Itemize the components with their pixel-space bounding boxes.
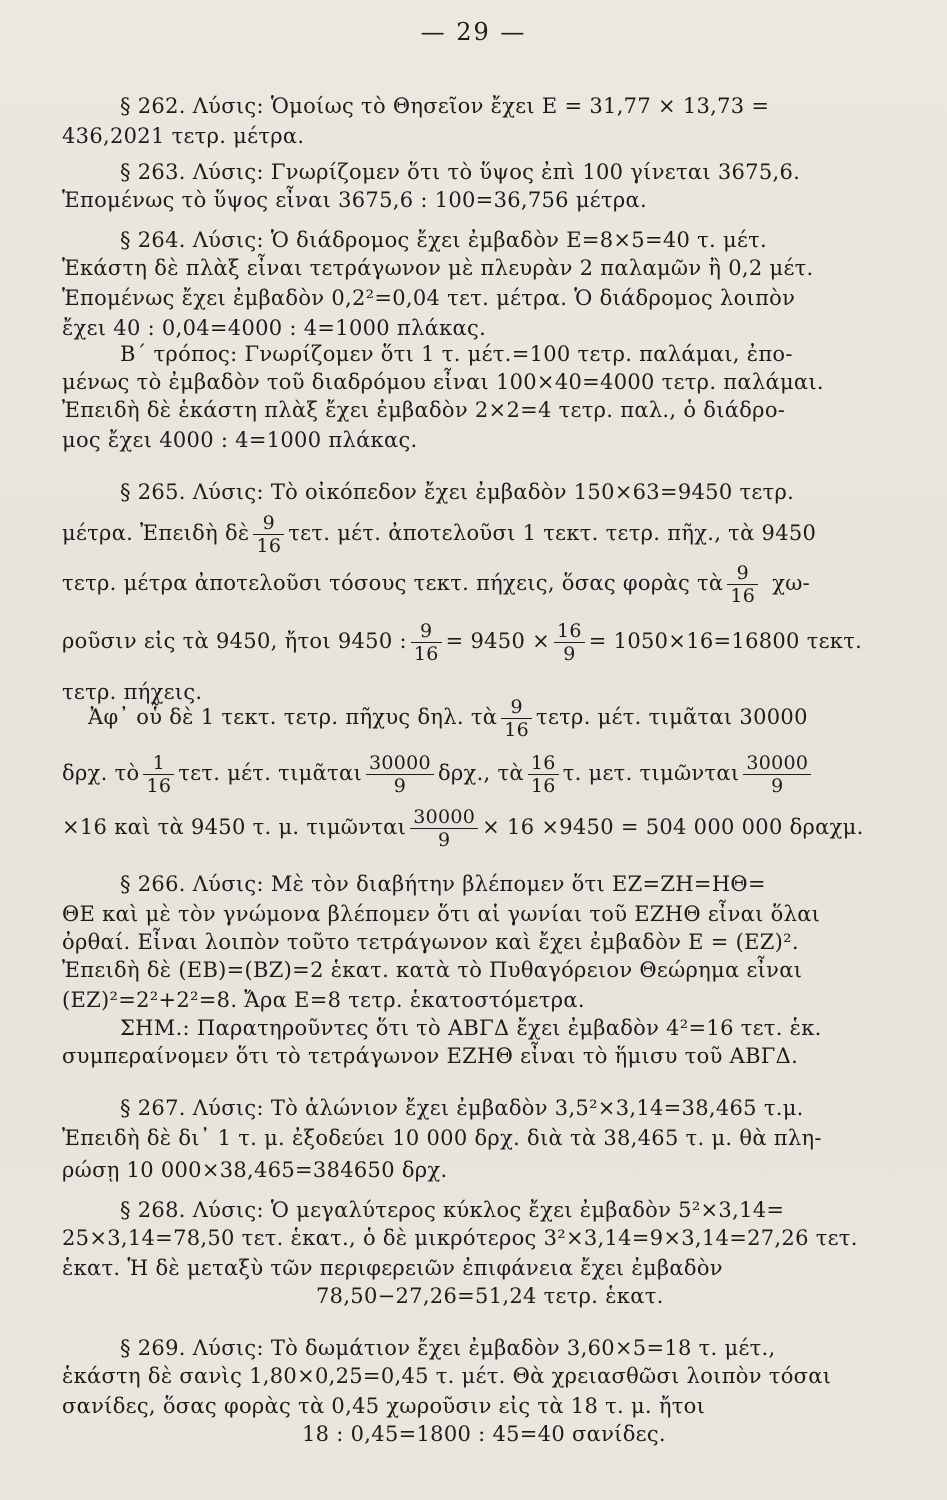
text-segment: χω- [772, 571, 811, 595]
text-line: ἔχει 40 : 0,04=4000 : 4=1000 πλάκας. [62, 316, 487, 340]
text-line: σανίδες, ὅσας φορὰς τὰ 0,45 χωροῦσιν εἰς τὰ 18 τ. μ. ἤτοι [62, 1394, 706, 1418]
fraction-denominator: 9 [771, 775, 784, 797]
fraction-numerator: 30000 [410, 806, 478, 829]
text-line: μένως τὸ ἐμβαδὸν τοῦ διαδρόμου εἶναι 100×40=4000 τετρ. παλάμαι. [62, 370, 824, 394]
text-line: § 264. Λύσις: Ὁ διάδρομος ἔχει ἐμβαδὸν Ε=8×5=40 τ. μέτ. [120, 228, 768, 252]
text-line: Ἐπειδὴ δὲ δι᾿ 1 τ. μ. ἐξοδεύει 10 000 δρχ. διὰ τὰ 38,465 τ. μ. θὰ πλη- [62, 1126, 822, 1150]
text-line [62, 562, 810, 607]
text-line: συμπεραίνομεν ὅτι τὸ τετράγωνον ΕΖΗΘ εἶναι τὸ ἥμισυ τοῦ ΑΒΓΔ. [62, 1044, 799, 1068]
fraction-numerator: 30000 [743, 752, 811, 775]
text-segment: τετρ. μέτ. τιμᾶται 30000 [536, 705, 808, 729]
text-line: ὀρθαί. Εἶναι λοιπὸν τοῦτο τετράγωνον καὶ ἔχει ἐμβαδὸν Ε = (ΕΖ)². [62, 930, 799, 954]
fraction-denominator: 16 [530, 775, 556, 797]
text-line: μος ἔχει 4000 : 4=1000 πλάκας. [62, 428, 418, 452]
text-line: § 266. Λύσις: Μὲ τὸν διαβήτην βλέπομεν ὅτι ΕΖ=ΖΗ=ΗΘ= [120, 872, 766, 896]
text-line: Ἑπομένως ἔχει ἐμβαδὸν 0,2²=0,04 τετ. μέτρα. Ὁ διάδρομος λοιπὸν [62, 286, 796, 310]
text-segment: μέτρα. Ἐπειδὴ δὲ [62, 521, 250, 545]
fraction-numerator: 16 [554, 620, 585, 643]
text-line: τετρ. πήχεις. [62, 680, 203, 704]
fraction-denominator: 16 [730, 585, 756, 607]
fraction-numerator: 16 [528, 752, 559, 775]
fraction [501, 696, 532, 741]
text-segment: Ἀφ᾿ οὗ δὲ 1 τεκτ. τετρ. πῆχυς δηλ. τὰ [88, 705, 498, 729]
fraction-numerator: 9 [411, 620, 442, 643]
fraction [528, 752, 559, 797]
fraction-denominator: 16 [146, 775, 172, 797]
fraction [143, 752, 174, 797]
text-line: (ΕΖ)²=2²+2²=8. Ἄρα Ε=8 τετρ. ἑκατοστόμετρα. [62, 988, 585, 1012]
text-line: ἑκατ. Ἡ δὲ μεταξὺ τῶν περιφερειῶν ἐπιφάνεια ἔχει ἐμβαδὸν [62, 1256, 723, 1280]
text-line: Ἐπειδὴ δὲ ἑκάστη πλὰξ ἔχει ἐμβαδὸν 2×2=4 τετρ. παλ., ὁ διάδρο- [62, 398, 786, 422]
text-line [62, 806, 864, 851]
fraction [554, 620, 585, 665]
fraction [253, 512, 284, 557]
text-segment: × 16 ×9450 = 504 000 000 δραχμ. [482, 815, 864, 839]
text-line: Ἐπειδὴ δὲ (ΕΒ)=(ΒΖ)=2 ἑκατ. κατὰ τὸ Πυθαγόρειον Θεώρημα εἶναι [62, 958, 803, 982]
fraction [410, 806, 478, 851]
text-line: 18 : 0,45=1800 : 45=40 σανίδες. [302, 1422, 666, 1446]
fraction-numerator: 9 [253, 512, 284, 535]
fraction-denominator: 9 [563, 643, 576, 665]
fraction [727, 562, 758, 607]
fraction-denominator: 9 [437, 829, 451, 851]
text-line: Ἑκάστη δὲ πλὰξ εἶναι τετράγωνον μὲ πλευρὰν 2 παλαμῶν ἢ 0,2 μέτ. [62, 256, 814, 280]
text-line [62, 620, 862, 665]
fraction [411, 620, 442, 665]
text-line [62, 752, 815, 797]
text-line [62, 512, 816, 557]
text-line: § 267. Λύσις: Τὸ ἁλώνιον ἔχει ἐμβαδὸν 3,5²×3,14=38,465 τ.μ. [120, 1096, 804, 1120]
fraction-denominator: 16 [256, 535, 282, 557]
fraction-numerator: 30000 [366, 752, 434, 775]
text-line: § 263. Λύσις: Γνωρίζομεν ὅτι τὸ ὕψος ἐπὶ 100 γίνεται 3675,6. [120, 160, 801, 184]
text-line: Ἑπομένως τὸ ὕψος εἶναι 3675,6 : 100=36,756 μέτρα. [62, 188, 647, 212]
text-line: 25×3,14=78,50 τετ. ἑκατ., ὁ δὲ μικρότερος 3²×3,14=9×3,14=27,26 τετ. [62, 1226, 858, 1250]
text-line: ΣΗΜ.: Παρατηροῦντες ὅτι τὸ ΑΒΓΔ ἔχει ἐμβαδὸν 4²=16 τετ. ἑκ. [120, 1016, 822, 1040]
text-line: Β΄ τρόπος: Γνωρίζομεν ὅτι 1 τ. μέτ.=100 τετρ. παλάμαι, ἐπο- [120, 342, 793, 366]
text-segment: τετ. μέτ. ἀποτελοῦσι 1 τεκτ. τετρ. πῆχ., τὰ 9450 [288, 521, 817, 545]
text-line: 436,2021 τετρ. μέτρα. [62, 124, 305, 148]
text-segment: ×16 καὶ τὰ 9450 τ. μ. τιμῶνται [62, 815, 407, 839]
text-segment: τ. μετ. τιμῶνται [562, 761, 740, 785]
text-line: § 269. Λύσις: Τὸ δωμάτιον ἔχει ἐμβαδὸν 3,60×5=18 τ. μέτ., [120, 1336, 776, 1360]
text-line: ρώσῃ 10 000×38,465=384650 δρχ. [62, 1158, 448, 1182]
text-segment: = 1050×16=16800 τεκτ. [588, 629, 863, 653]
text-line: § 262. Λύσις: Ὁμοίως τὸ Θησεῖον ἔχει Ε = 31,77 × 13,73 = [120, 94, 770, 118]
text-segment: = 9450 × [445, 629, 550, 653]
text-segment: τετρ. μέτρα ἀποτελοῦσι τόσους τεκτ. πήχεις, ὅσας φορὰς τὰ [62, 571, 724, 595]
fraction [743, 752, 811, 797]
text-line: ΘΕ καὶ μὲ τὸν γνώμονα βλέπομεν ὅτι αἱ γωνίαι τοῦ ΕΖΗΘ εἶναι ὅλαι [62, 902, 821, 926]
fraction-numerator: 9 [501, 696, 532, 719]
text-line: § 265. Λύσις: Τὸ οἰκόπεδον ἔχει ἐμβαδὸν 150×63=9450 τετρ. [120, 480, 795, 504]
text-line: § 268. Λύσις: Ὁ μεγαλύτερος κύκλος ἔχει ἐμβαδὸν 5²×3,14= [120, 1198, 785, 1222]
page-number: — 29 — [420, 18, 527, 46]
text-line: 78,50−27,26=51,24 τετρ. ἑκατ. [316, 1284, 664, 1308]
fraction-denominator: 16 [413, 643, 439, 665]
text-segment: δρχ., τὰ [437, 761, 524, 785]
text-segment: τετ. μέτ. τιμᾶται [178, 761, 362, 785]
text-segment: δρχ. τὸ [62, 761, 140, 785]
text-line [88, 696, 808, 741]
fraction-denominator: 16 [504, 719, 530, 741]
fraction-numerator: 1 [143, 752, 174, 775]
text-segment: ροῦσιν εἰς τὰ 9450, ἤτοι 9450 : [62, 629, 407, 653]
fraction-numerator: 9 [727, 562, 758, 585]
text-line: ἑκάστη δὲ σανὶς 1,80×0,25=0,45 τ. μέτ. Θὰ χρειασθῶσι λοιπὸν τόσαι [62, 1364, 832, 1388]
fraction-denominator: 9 [393, 775, 407, 797]
fraction [366, 752, 434, 797]
